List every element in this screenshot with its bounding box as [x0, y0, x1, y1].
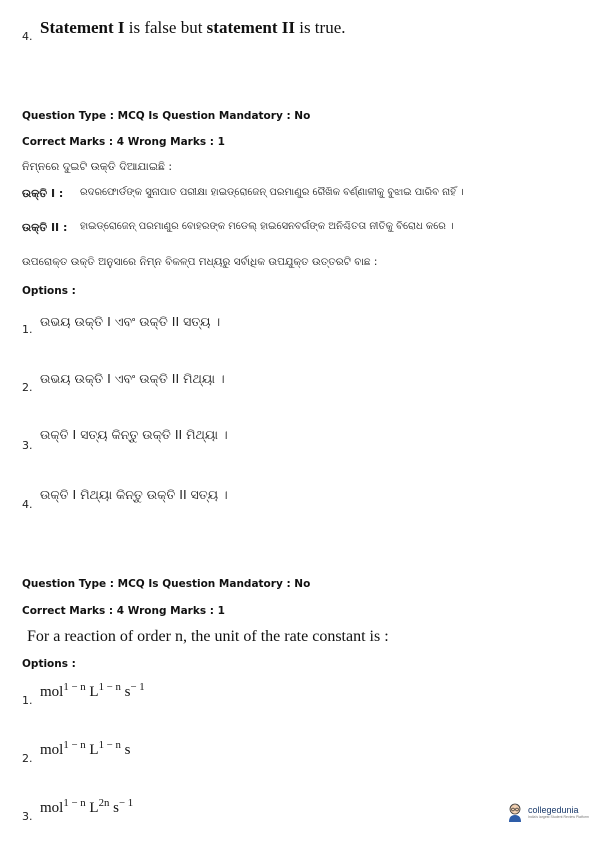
option-number: 4.: [22, 30, 33, 43]
options-label: Options :: [22, 658, 76, 670]
statement-two-label: statement II: [206, 18, 295, 37]
exponent: 1 − n: [98, 681, 121, 694]
exponent: − 1: [130, 681, 145, 694]
unit-litre: L: [85, 800, 99, 816]
option-text: ଉଭୟ ଉକ୍ତି I ଏବଂ ଉକ୍ତି II ମିଥ୍ୟା ।: [40, 371, 225, 386]
exponent: 1 − n: [63, 739, 86, 752]
statement-two-label: ଉକ୍ତି II :: [22, 221, 68, 234]
question-type-line: Question Type : MCQ Is Question Mandatory : No: [22, 578, 311, 590]
logo-tagline: India's largest Student Review Platform: [528, 815, 589, 819]
collegedunia-logo: [506, 802, 589, 822]
option-text: ଉକ୍ତି I ମିଥ୍ୟା କିନ୍ତୁ ଉକ୍ତି II ସତ୍ୟ ।: [40, 487, 228, 502]
exponent: − 1: [118, 797, 134, 810]
option-number: 2.: [22, 752, 33, 765]
unit-litre: L: [85, 684, 99, 700]
question-intro: ନିମ୍ନରେ ଦୁଇଟି ଉକ୍ତି ଦିଆଯାଇଛି :: [22, 160, 173, 173]
option-text-part: is false but: [124, 18, 207, 37]
unit-second: s: [120, 684, 131, 700]
question-prompt: ଉପରୋକ୍ତ ଉକ୍ତି ଅନୁସାରେ ନିମ୍ନ ବିକଳ୍ପ ମଧ୍ୟରୁ ସର୍ବାଧିକ ଉପଯୁକ୍ତ ଉତ୍ତରଟି ବାଛ :: [22, 256, 378, 268]
option-number: 3.: [22, 810, 33, 823]
option-text: [40, 18, 346, 38]
option-text-part: is true.: [294, 18, 346, 37]
option-formula: [40, 739, 131, 759]
marks-line: Correct Marks : 4 Wrong Marks : 1: [22, 136, 225, 148]
option-text: ଉକ୍ତି I ସତ୍ୟ କିନ୍ତୁ ଉକ୍ତି II ମିଥ୍ୟା ।: [40, 427, 228, 442]
unit-mol: mol: [40, 684, 64, 700]
statement-one-text: ରଦରଫୋର୍ଡଙ୍କ ସୁନାପାତ ପରୀକ୍ଷା ହାଇଡ୍ରୋଜେନ୍ ପରମାଣୁର ରୈଖିକ ବର୍ଣ୍ଣାଳୀକୁ ବୁଝାଇ ପାରିବ ନାହିଁ ।: [80, 187, 464, 198]
unit-mol: mol: [40, 742, 64, 758]
option-formula: [40, 681, 145, 701]
unit-second: s: [120, 742, 131, 758]
statement-one-label: ଉକ୍ତି I :: [22, 187, 64, 200]
statement-two-text: ହାଇଡ୍ରୋଜେନ୍ ପରମାଣୁର ବୋହରଙ୍କ ମଡେଲ୍ ହାଇସେନବର୍ଗଙ୍କ ଅନିଶ୍ଚିତତା ନୀତିକୁ ବିରୋଧ କରେ ।: [80, 221, 454, 232]
student-avatar-icon: [506, 802, 524, 822]
option-number: 3.: [22, 439, 33, 452]
exponent: 2n: [98, 797, 110, 810]
option-number: 2.: [22, 381, 33, 394]
option-text: ଉଭୟ ଉକ୍ତି I ଏବଂ ଉକ୍ତି II ସତ୍ୟ ।: [40, 314, 221, 329]
option-number: 1.: [22, 323, 33, 336]
option-number: 1.: [22, 694, 33, 707]
exponent: 1 − n: [63, 681, 86, 694]
exponent: 1 − n: [98, 739, 121, 752]
marks-line: Correct Marks : 4 Wrong Marks : 1: [22, 605, 225, 617]
question-type-line: Question Type : MCQ Is Question Mandatory : No: [22, 110, 311, 122]
question-text: For a reaction of order n, the unit of the rate constant is :: [27, 628, 389, 645]
unit-litre: L: [85, 742, 99, 758]
statement-one-label: Statement I: [40, 18, 125, 37]
options-label: Options :: [22, 285, 76, 297]
unit-mol: mol: [40, 800, 64, 816]
option-formula: [40, 797, 134, 817]
unit-second: s: [109, 800, 119, 816]
logo-wordmark: collegedunia: [528, 805, 579, 815]
exponent: 1 − n: [63, 797, 86, 810]
option-number: 4.: [22, 498, 33, 511]
